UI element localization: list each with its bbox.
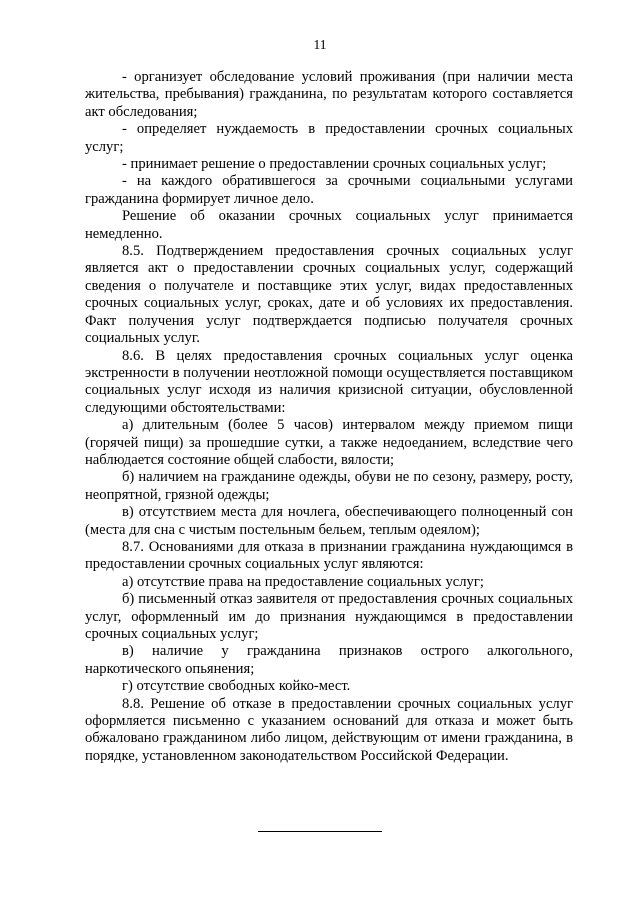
paragraph-determine-need: - определяет нуждаемость в предоставлении срочных социальных услуг;: [85, 121, 573, 155]
paragraph-personal-file: - на каждого обратившегося за срочными социальными услугами гражданина формирует личное дело.: [85, 173, 573, 207]
paragraph-8-6-a: а) длительным (более 5 часов) интервалом между приемом пищи (горячей пищи) за прошедшие сутки, а также недоеданием, вследствие чего наблюдается состояние общей слабости, вялости;: [85, 417, 573, 468]
paragraph-8-7-b: б) письменный отказ заявителя от предоставления срочных социальных услуг, оформленный им до признания нуждающимся в предоставлении срочных социальных услуг;: [85, 591, 573, 642]
paragraph-8-7-c: в) наличие у гражданина признаков острого алкогольного, наркотического опьянения;: [85, 643, 573, 677]
paragraph-8-6: 8.6. В целях предоставления срочных социальных услуг оценка экстренности в получении неотложной помощи осуществляется поставщиком социальных услуг исходя из наличия кризисной ситуации, обусловленной следующими обстоятельствами:: [85, 347, 573, 416]
paragraph-8-6-b: б) наличием на гражданине одежды, обуви не по сезону, размеру, росту, неопрятной, грязной одежды;: [85, 469, 573, 503]
paragraph-8-5: 8.5. Подтверждением предоставления срочных социальных услуг является акт о предоставлении срочных социальных услуг, содержащий сведения о получателе и поставщике этих услуг, видах предоставленных срочных социальных услуг, сроках, дате и об условиях их предоставления. Факт получения услуг подтверждается подписью получателя срочных социальных услуг.: [85, 243, 573, 347]
paragraph-make-decision: - принимает решение о предоставлении срочных социальных услуг;: [122, 156, 547, 173]
paragraph-organize-inspection: - организует обследование условий проживания (при наличии места жительства, пребывания) гражданина, по результатам которого составляется акт обследования;: [85, 69, 573, 120]
paragraph-8-7-d: г) отсутствие свободных койко-мест.: [122, 678, 351, 695]
paragraph-8-6-c: в) отсутствием места для ночлега, обеспечивающего полноценный сон (места для сна с чистым постельным бельем, теплым одеялом);: [85, 504, 573, 538]
paragraph-8-7: 8.7. Основаниями для отказа в признании гражданина нуждающимся в предоставлении срочных социальных услуг являются:: [85, 538, 573, 573]
page-number: 11: [313, 37, 327, 52]
paragraph-8-8: 8.8. Решение об отказе в предоставлении срочных социальных услуг оформляется письменно с указанием оснований для отказа и может быть обжаловано гражданином либо лицом, действующим от имени гражданина, в порядке, установленном законодательством Российской Федерации.: [85, 695, 573, 764]
document-body: [85, 69, 573, 765]
paragraph-decision-immediate: Решение об оказании срочных социальных услуг принимается немедленно.: [85, 208, 573, 242]
paragraph-8-7-a: а) отсутствие права на предоставление социальных услуг;: [122, 573, 484, 590]
footer-divider: [258, 831, 382, 832]
